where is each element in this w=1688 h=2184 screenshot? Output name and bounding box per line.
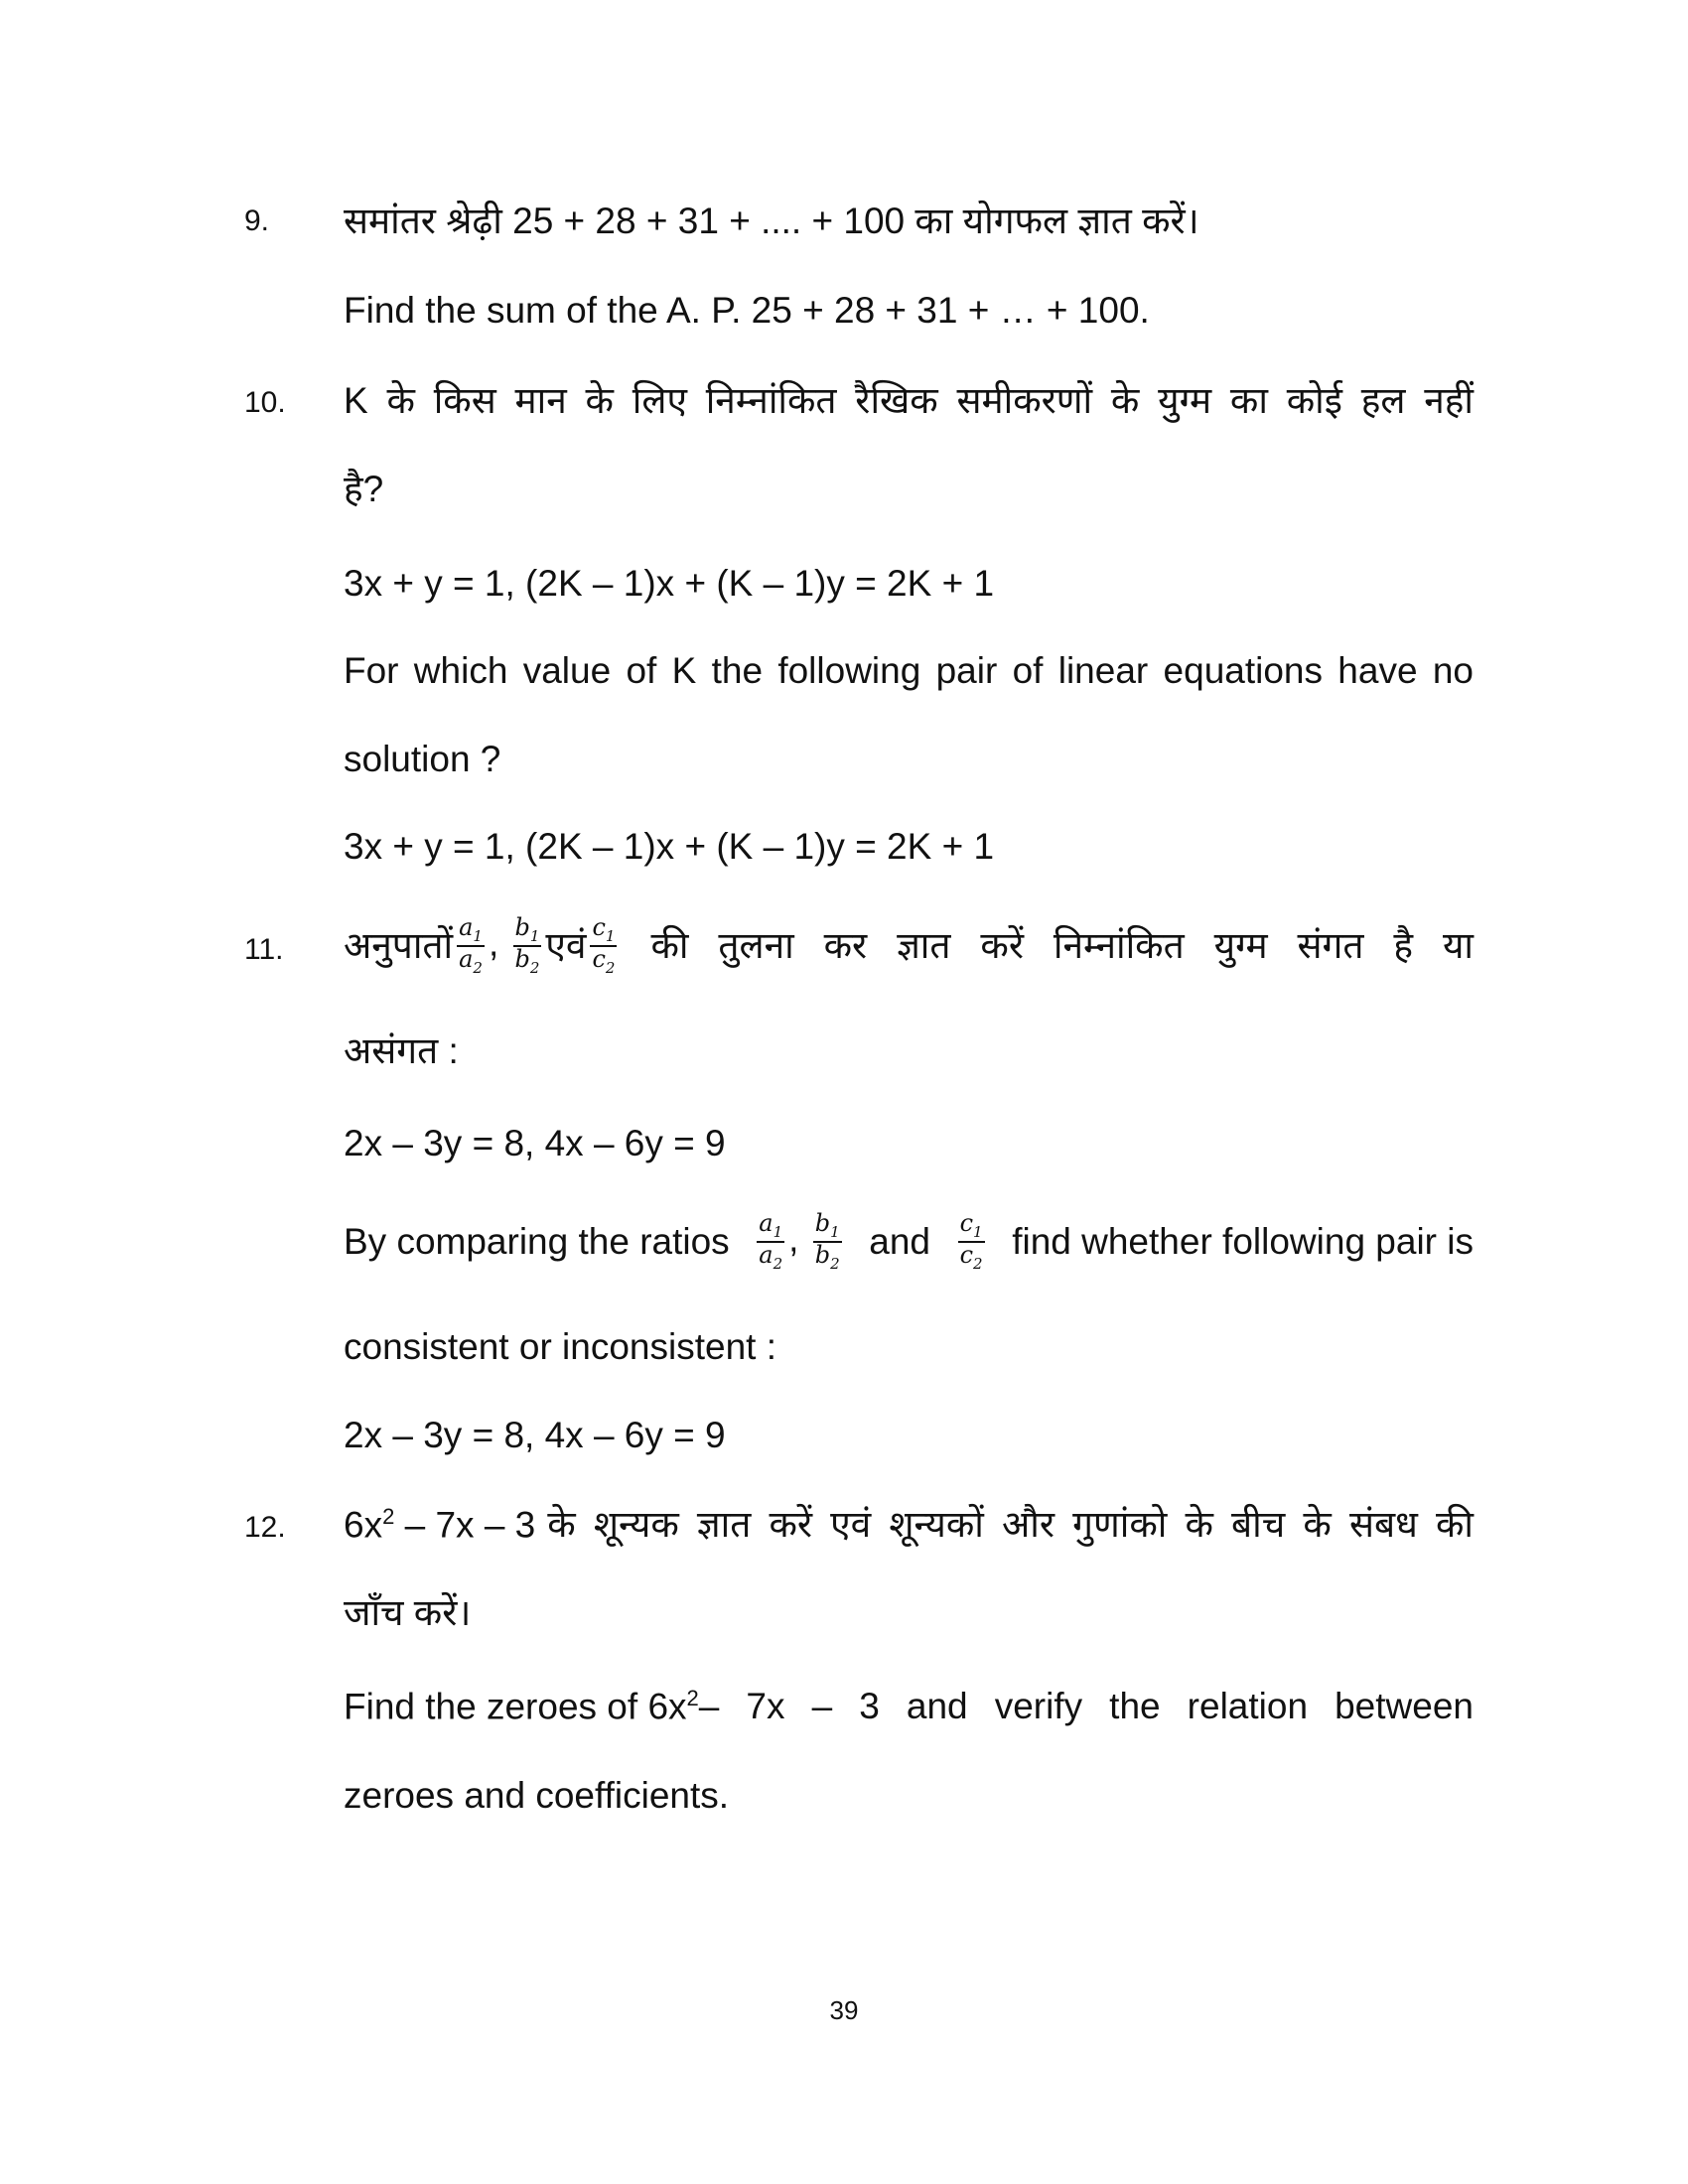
question-10-english-line1: For which value of K the following pair of linear equations have no: [344, 650, 1474, 691]
fraction-b: $\frac{b_1}{b_2}$: [814, 1209, 840, 1273]
question-9-hindi: समांतर श्रेढ़ी 25 + 28 + 31 + .... + 100 का योगफल ज्ञात करें।: [344, 201, 1199, 241]
question-10-equation: 3x + y = 1, (2K – 1)x + (K – 1)y = 2K + 1: [344, 563, 995, 604]
ratio-fractions: $\frac{a_1}{a_2}$ , $\frac{b_1}{b_2}$: [759, 1209, 840, 1273]
polynomial: $6x^2 - 7x - 3$: [344, 1504, 536, 1546]
question-number: 12.: [244, 1511, 286, 1544]
question-9-english: Find the sum of the A. P. 25 + 28 + 31 + … + 100.: [344, 290, 1150, 331]
question-11-english-line1: [344, 1211, 1474, 1272]
question-10-equation-repeat: 3x + y = 1, (2K – 1)x + (K – 1)y = 2K + 1: [344, 826, 995, 867]
question-11-english-line2: consistent or inconsistent :: [344, 1326, 776, 1367]
english-text: By comparing the ratios: [344, 1221, 730, 1263]
question-12-hindi-line2: जाँच करें।: [344, 1592, 472, 1633]
english-text: find whether following pair is: [1012, 1221, 1474, 1263]
english-text: Find the zeroes of $6x^2$: [344, 1686, 699, 1727]
question-11-hindi-line2: असंगत :: [344, 1030, 459, 1071]
question-12-english-line2: zeroes and coefficients.: [344, 1775, 730, 1816]
question-12-english-line1: [344, 1686, 1474, 1727]
fraction-b: $\frac{b_1}{b_2}$: [514, 913, 540, 977]
hindi-word: अनुपातों: [344, 925, 454, 967]
hindi-text: की तुलना कर ज्ञात करें निम्नांकित युग्म संगत है या: [650, 925, 1474, 967]
hindi-text: के शून्यक ज्ञात करें एवं शून्यकों और गुणांको के बीच के संबध की: [547, 1504, 1474, 1545]
question-number: 9.: [244, 205, 270, 237]
hindi-word: एवं: [545, 925, 587, 967]
question-12-hindi-line1: [344, 1504, 1474, 1546]
english-text: and: [869, 1221, 930, 1263]
english-text: – 7x – 3 and verify the relation between: [698, 1686, 1474, 1726]
question-10-english-line2: solution ?: [344, 739, 501, 779]
fraction-a: $\frac{a_1}{a_2}$: [459, 913, 483, 977]
question-11-hindi-line1: [344, 915, 1474, 976]
fraction-a: $\frac{a_1}{a_2}$: [759, 1209, 783, 1273]
fraction-c: $\frac{c_1}{c_2}$: [959, 1209, 983, 1273]
question-10-hindi-line2: है?: [344, 469, 384, 509]
question-number: 10.: [244, 386, 286, 419]
question-11-equation-repeat: 2x – 3y = 8, 4x – 6y = 9: [344, 1415, 726, 1455]
page-number: 39: [829, 1995, 859, 2025]
question-10-hindi-line1: K के किस मान के लिए निम्नांकित रैखिक समीकरणों के युग्म का कोई हल नहीं: [344, 380, 1474, 421]
ratio-fractions: $\frac{a_1}{a_2}$ , $\frac{b_1}{b_2}$: [459, 913, 540, 977]
fraction-c: $\frac{c_1}{c_2}$: [592, 913, 616, 977]
question-number: 11.: [244, 933, 284, 966]
question-11-equation: 2x – 3y = 8, 4x – 6y = 9: [344, 1123, 726, 1163]
